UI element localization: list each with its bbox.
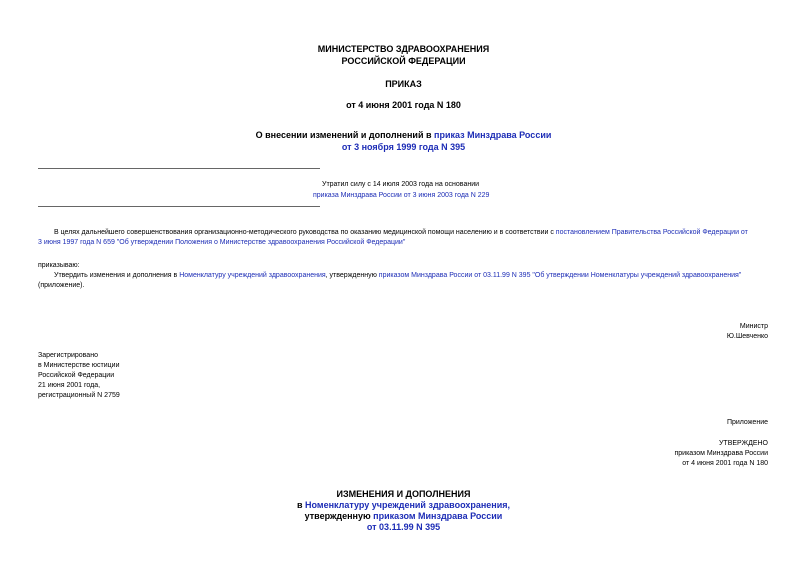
- para2-tail: (приложение).: [38, 282, 85, 289]
- changes-line3-text: утвержденную: [304, 511, 374, 521]
- changes-link-order-date[interactable]: от 03.11.99 N 395: [366, 522, 441, 532]
- status-note-link[interactable]: приказа Минздрава России от 3 июня 2003 года N 229: [313, 192, 490, 199]
- ministry-name-line2: РОССИЙСКОЙ ФЕДЕРАЦИИ: [341, 56, 466, 66]
- registration-line3: Российской Федерации: [38, 372, 115, 379]
- para2-link-order-395[interactable]: приказом Минздрава России от 03.11.99 N 395 "Об утверждении Номенклатуры учреждений здравоохранения": [378, 272, 742, 279]
- document-type: ПРИКАЗ: [385, 79, 422, 89]
- para1-link-a[interactable]: постановлением Правительства Российской Федерации от: [555, 229, 748, 236]
- order-word: приказываю:: [38, 262, 80, 269]
- appendix-by-order: приказом Минздрава России: [674, 450, 768, 457]
- changes-title-line2: [0, 500, 807, 511]
- body-paragraph-1: [38, 228, 773, 238]
- divider-top: [38, 168, 320, 169]
- changes-line2-prefix: в: [296, 500, 306, 510]
- para2-text-b: , утвержденную: [325, 272, 379, 279]
- para2-text-a: Утвердить изменения и дополнения в: [54, 272, 180, 279]
- changes-title-line1: ИЗМЕНЕНИЯ И ДОПОЛНЕНИЯ: [336, 489, 471, 499]
- registration-line2: в Министерстве юстиции: [38, 362, 120, 369]
- para2-link-nomenclature[interactable]: Номенклатуру учреждений здравоохранения: [179, 272, 326, 279]
- signature-name: Ю.Шевченко: [726, 333, 768, 340]
- para1-link-b[interactable]: 3 июня 1997 года N 659 "Об утверждении Положения о Министерстве здравоохранения Российской Федерации": [38, 239, 406, 246]
- registration-line5: регистрационный N 2759: [38, 392, 120, 399]
- document-title-line1: [0, 130, 807, 141]
- title-link-order-date[interactable]: от 3 ноября 1999 года N 395: [341, 142, 466, 152]
- status-note-text: Утратил силу с 14 июля 2003 года на основании: [322, 181, 480, 188]
- para1-text: В целях дальнейшего совершенствования организационно-методического руководства по оказанию медицинской помощи населению и в соответствии с: [54, 229, 556, 236]
- title-prefix: О внесении изменений и дополнений в: [255, 130, 435, 140]
- divider-bottom: [38, 206, 320, 207]
- registration-line1: Зарегистрировано: [38, 352, 98, 359]
- ministry-name-line1: МИНИСТЕРСТВО ЗДРАВООХРАНЕНИЯ: [317, 44, 490, 54]
- document-date-number: от 4 июня 2001 года N 180: [346, 100, 461, 110]
- appendix-label: Приложение: [726, 419, 768, 426]
- changes-link-order[interactable]: приказом Минздрава России: [373, 511, 503, 521]
- title-link-order[interactable]: приказ Минздрава России: [434, 130, 552, 140]
- body-paragraph-2: [54, 271, 789, 281]
- signature-position: Министр: [739, 323, 768, 330]
- changes-title-line3: [0, 511, 807, 522]
- appendix-date: от 4 июня 2001 года N 180: [682, 460, 768, 467]
- changes-link-nomenclature[interactable]: Номенклатуру учреждений здравоохранения,: [305, 500, 511, 510]
- registration-line4: 21 июня 2001 года,: [38, 382, 101, 389]
- appendix-approved: УТВЕРЖДЕНО: [718, 440, 768, 447]
